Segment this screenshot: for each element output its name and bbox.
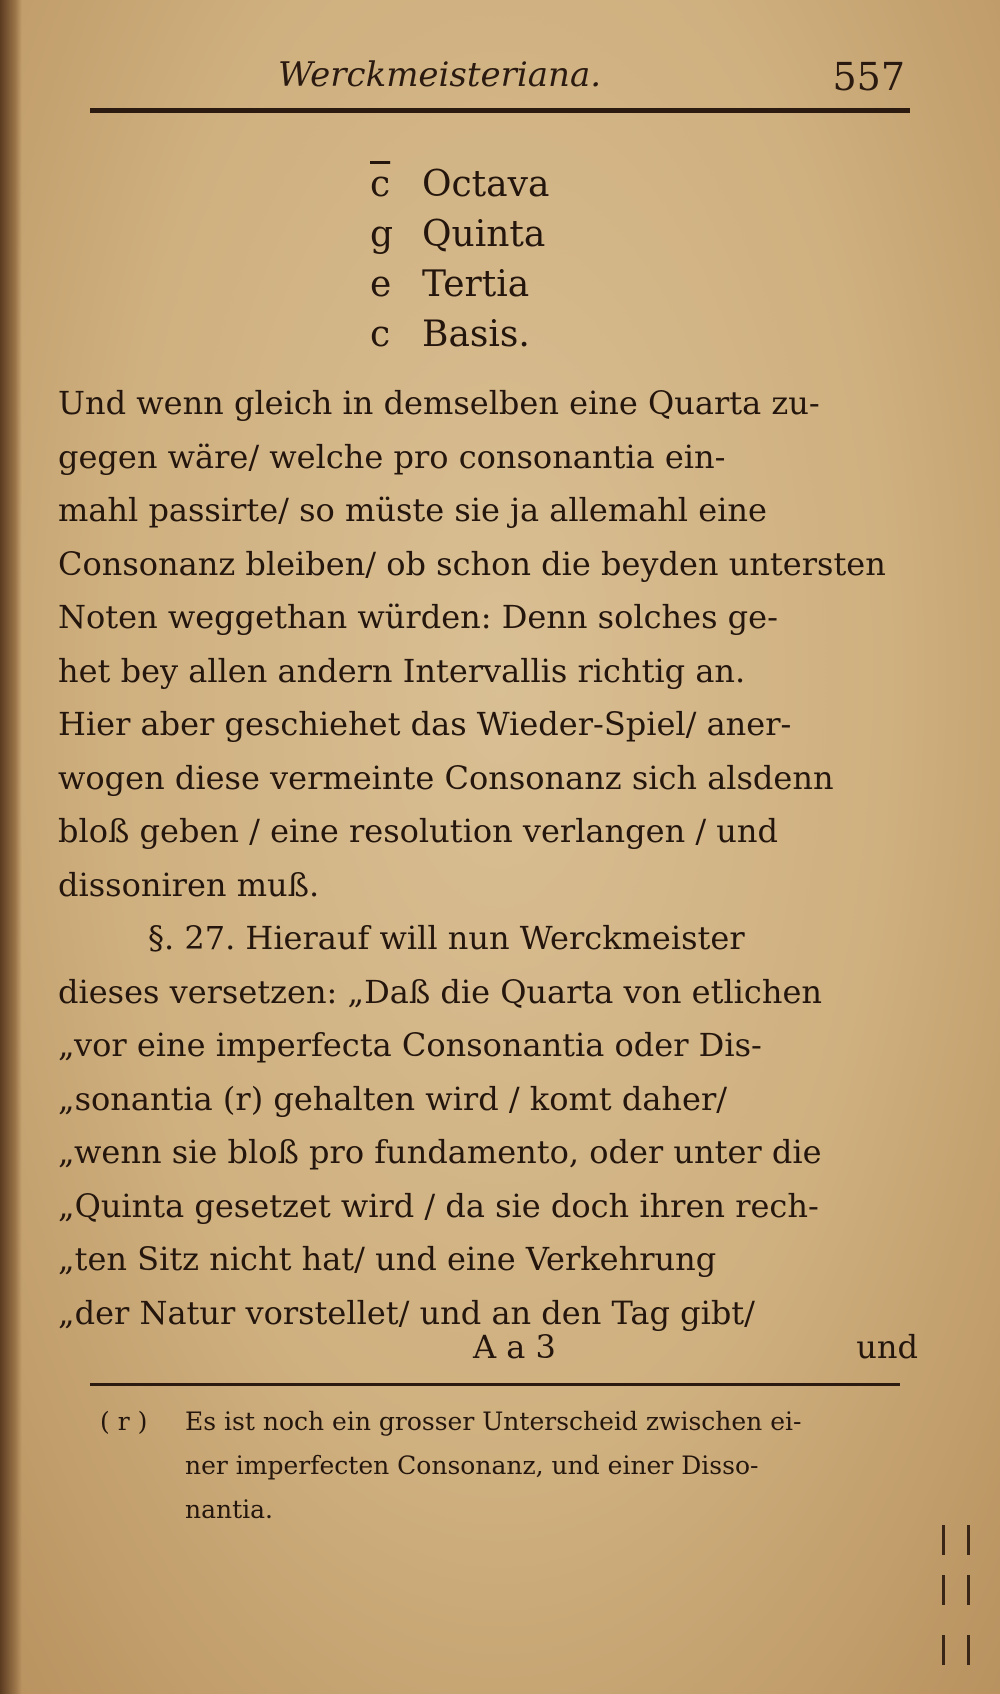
chord-note: g xyxy=(370,214,394,255)
text-line: Noten weggethan würden: Denn solches ge- xyxy=(58,598,778,636)
signature-mark: A a 3 xyxy=(473,1328,556,1366)
margin-ornament-icon xyxy=(942,1575,970,1605)
text-line: dieses versetzen: „Daß die Quarta von etlichen xyxy=(58,972,822,1011)
text-line: mahl passirte/ so müste sie ja allemahl eine xyxy=(58,491,767,529)
chord-row-basis xyxy=(370,310,670,360)
footnote-text: nantia. xyxy=(185,1495,274,1524)
chord-interval-name: Quinta xyxy=(422,214,546,255)
binding-gutter xyxy=(0,0,22,1694)
text-line: wogen diese vermeinte Consonanz sich alsdenn xyxy=(58,758,834,797)
running-title: Werckmeisteriana. xyxy=(278,55,602,95)
chord-row-octava xyxy=(370,160,670,210)
quoted-line: „wenn sie bloß pro fundamento, oder unter die xyxy=(58,1133,822,1171)
footnote-rule xyxy=(90,1383,900,1386)
chord-row-quinta xyxy=(370,210,670,260)
chord-interval-name: Basis. xyxy=(422,314,530,355)
chord-note: c xyxy=(370,314,391,355)
section-start-line: §. 27. Hierauf will nun Werckmeister xyxy=(148,919,745,957)
quoted-line: „ten Sitz nicht hat/ und eine Verkehrung xyxy=(58,1240,717,1278)
page-number: 557 xyxy=(832,55,905,99)
footnote-line xyxy=(100,1400,920,1444)
text-line: het bey allen andern Intervallis richtig an. xyxy=(58,651,746,690)
text-line: bloß geben / eine resolution verlangen / und xyxy=(58,812,778,850)
margin-ornament-icon xyxy=(942,1635,970,1665)
text-line: gegen wäre/ welche pro consonantia ein- xyxy=(58,437,726,476)
chord-interval-name: Tertia xyxy=(422,264,530,305)
chord-interval-name: Octava xyxy=(422,164,550,205)
chord-listing xyxy=(370,160,670,360)
chord-row-tertia xyxy=(370,260,670,310)
catchline xyxy=(58,1328,918,1378)
header-rule xyxy=(90,108,910,113)
margin-ornament-icon xyxy=(942,1525,970,1555)
text-line: Und wenn gleich in demselben eine Quarta zu- xyxy=(58,384,820,422)
catchword: und xyxy=(856,1328,918,1366)
text-line: Consonanz bleiben/ ob schon die beyden untersten xyxy=(58,544,886,583)
running-head xyxy=(60,55,910,105)
footnote-line xyxy=(100,1444,920,1488)
footnote xyxy=(100,1400,920,1532)
footnote-text: ner imperfecten Consonanz, und einer Disso- xyxy=(185,1451,759,1480)
chord-note: $\overline{c}$ xyxy=(370,164,391,205)
text-line: dissoniren muß. xyxy=(58,865,320,904)
footnote-line xyxy=(100,1488,920,1532)
footnote-marker: ( r ) xyxy=(100,1407,148,1436)
quoted-line: „der Natur vorstellet/ und an den Tag gibt/ xyxy=(58,1293,755,1332)
footnote-text: Es ist noch ein grosser Unterscheid zwischen ei- xyxy=(185,1407,802,1436)
quoted-line: „vor eine imperfecta Consonantia oder Dis- xyxy=(58,1026,762,1064)
quoted-line: „sonantia (r) gehalten wird / komt daher/ xyxy=(58,1079,728,1118)
quoted-line: „Quinta gesetzet wird / da sie doch ihren rech- xyxy=(58,1186,819,1225)
text-line: Hier aber geschiehet das Wieder-Spiel/ aner- xyxy=(58,705,792,743)
chord-note: e xyxy=(370,264,392,305)
body-text xyxy=(58,377,918,1340)
